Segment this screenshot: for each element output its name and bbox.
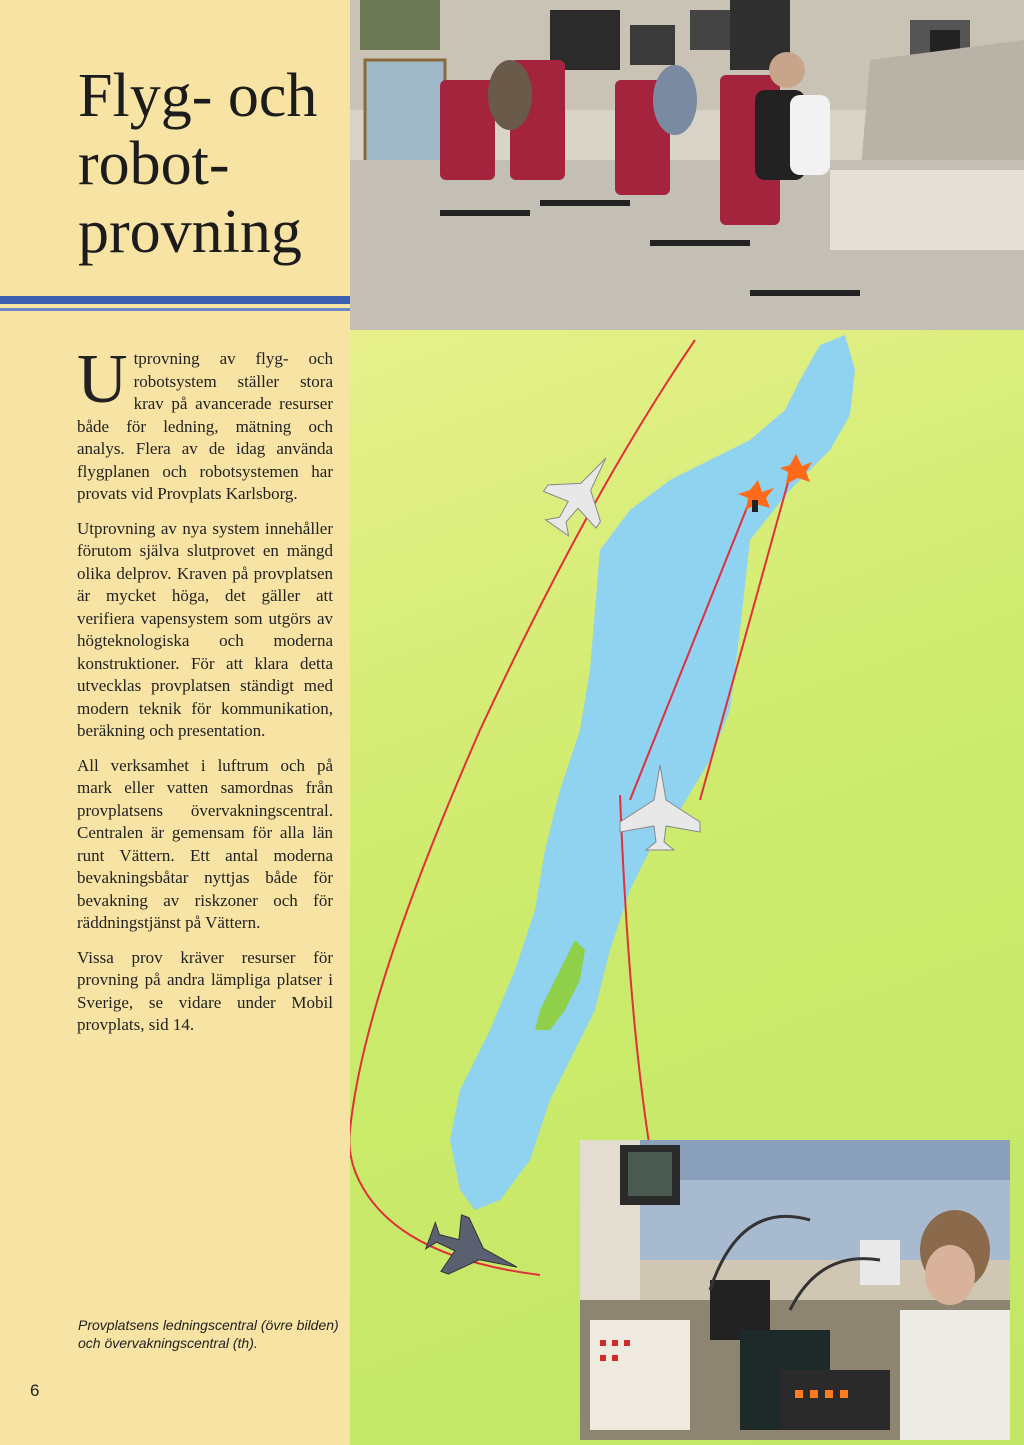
paragraph-3: All verksamhet i luftrum och på mark eller vatten samordnas från provplatsens övervakningscentral. Centralen är gemensam för alla län runt Vättern. Ett antal moderna bevakningsbåtar nyttjas både för bevakning av riskzoner och för räddningstjänst på Vättern. [77, 755, 333, 932]
rule-bar-thin [0, 308, 350, 311]
paragraph-4: Vissa prov kräver resurser för provning på andra lämpliga platser i Sverige, se vidare under Mobil provplats, sid 14. [77, 947, 333, 1034]
paragraph-1-text: tprovning av flyg- och robotsystem ställer stora krav på avancerade resurser både för ledning, mätning och analys. Flera av de idag använda flygplanen och robotsystemen har provats vid Provplats Karlsborg. [77, 349, 333, 503]
jet-aircraft-icon [420, 1207, 527, 1295]
control-room-photo [350, 0, 1024, 330]
paragraph-2: Utprovning av nya system innehåller förutom själva slutprovet en mängd olika delprov. Kraven på provplatsen är mycket höga, det gäller att verifiera vapensystem som utgörs av högteknologiska och moderna konstruktioner. För att klara detta utvecklas provplatsen ständigt med modern teknik för kommunikation, beräkning och presentation. [77, 518, 333, 740]
paragraph-1 [77, 341, 333, 506]
rule-bar-thick [0, 296, 350, 304]
title-line-1: Flyg- och [78, 62, 318, 130]
page-title [78, 62, 317, 266]
title-rule [0, 296, 350, 318]
drop-cap: U [77, 341, 128, 418]
surveillance-centre-photo [580, 1140, 1010, 1440]
title-line-2: robot- [78, 130, 230, 198]
figure-caption: Provplatsens ledningscentral (övre bilden) och övervakningscentral (th). [78, 1317, 339, 1351]
title-line-3: provning [78, 198, 302, 266]
page-number: 6 [30, 1381, 40, 1400]
body-text [77, 341, 333, 1049]
